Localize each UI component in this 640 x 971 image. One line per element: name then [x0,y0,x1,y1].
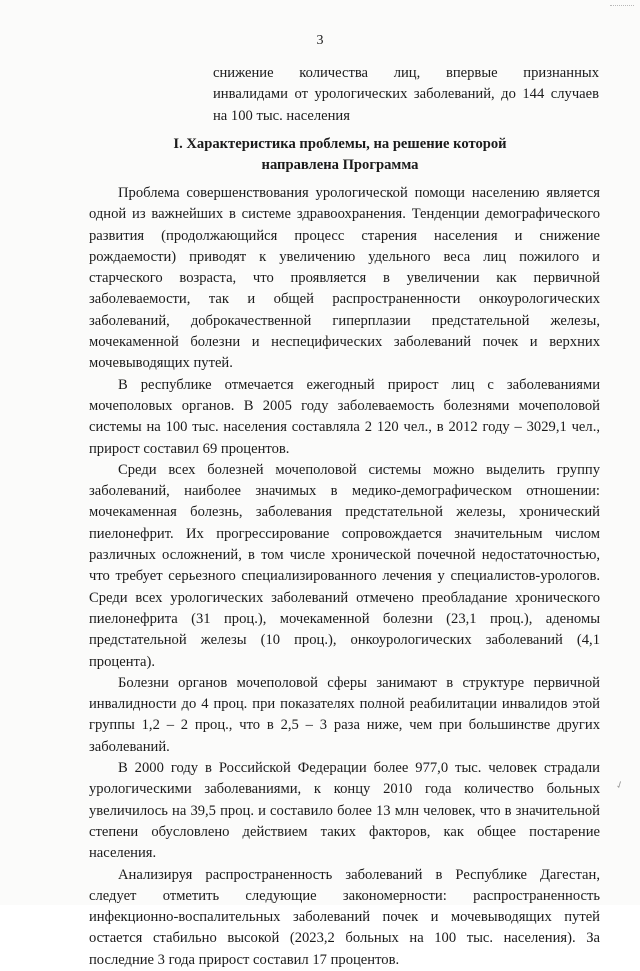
paragraph: Анализируя распространенность заболеваний в Республике Дагестан, следует отметить следующие закономерности: распространенность инфекционно-воспалительных заболеваний почек и мочевыводящих путей остается стабильно высокой (2023,2 больных на 100 тыс. населения). За последние 3 года прирост составил 17 процентов. [89,866,600,968]
paragraph: Проблема совершенствования урологической помощи населению является одной из важнейших в системе здравоохранения. Тенденции демографического развития (продолжающийся процесс старения населения и снижение рождаемости) приводят к увеличению удельного веса лиц пожилого и старческого возраста, что проявляется в увеличении как первичной заболеваемости, так и общей распространенности онкоурологических заболеваний, доброкачественной гиперплазии предстательной железы, мочекаменной болезни и неспецифических заболеваний почек и верхних мочевыводящих путей. [89,185,600,372]
section-heading [80,134,600,177]
intro-line: инвалидами от урологических заболеваний, до 144 случаев [213,86,599,103]
intro-continuation [213,63,599,127]
section-heading-line: I. Характеристика проблемы, на решение которой [173,136,507,152]
scan-mark [610,5,634,8]
paragraph: Среди всех болезней мочеполовой системы можно выделить группу заболеваний, наиболее значимых в медико-демографическом отношении: мочекаменная болезнь, заболевания предстательной железы, хронический пиелонефрит. Их прогрессирование сопровождается значительным числом различных осложнений, в том числе хронической почечной недостаточностью, что требует серьезного специализированного лечения у специалистов-урологов. Среди всех урологических заболеваний отмечено преобладание хронического пиелонефрита (31 проц.), мочекаменной болезни (23,1 проц.), аденомы предстательной железы (10 проц.), онкоурологических заболеваний (4,1 процента). [89,461,600,670]
intro-line: снижение количества лиц, впервые признанных [213,65,599,81]
paragraph: Болезни органов мочеполовой сферы занимают в структуре первичной инвалидности до 4 проц. при показателях полной реабилитации инвалидов этой группы 1,2 – 2 проц., что в 2,5 – 3 раза ниже, чем при большинстве других заболеваний. [89,674,600,755]
paragraph: В 2000 году в Российской Федерации более 977,0 тыс. человек страдали урологическими заболеваниями, к концу 2010 года количество больных увеличилось на 39,5 проц. и составило более 13 млн человек, что в значительной степени обусловлено действием таких факторов, как общее постарение населения. [89,760,600,862]
section-body [89,183,600,971]
section-heading-line: направлена Программа [261,157,419,174]
margin-mark: ✓ [614,778,626,793]
page-number: 3 [316,33,324,48]
paragraph: В республике отмечается ежегодный прирост лиц с заболеваниями мочеполовых органов. В 2005 году заболеваемость болезнями мочеполовой системы на 100 тыс. населения составляла 2 120 чел., в 2012 году – 3029,1 чел., прирост составил 69 процентов. [89,376,600,457]
intro-line: на 100 тыс. населения [213,107,350,124]
